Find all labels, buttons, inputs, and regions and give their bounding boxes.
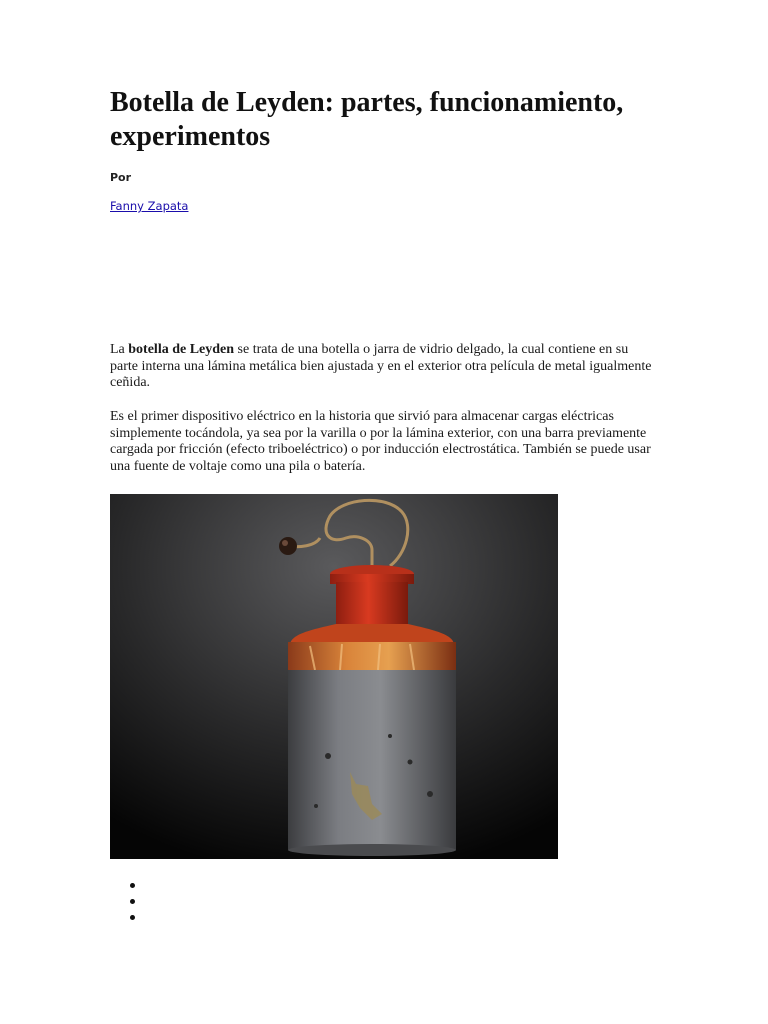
article-title: Botella de Leyden: partes, funcionamiento, experimentos bbox=[110, 87, 624, 152]
bullet-icon bbox=[130, 915, 135, 920]
paragraph-intro-bold: botella de Leyden bbox=[128, 342, 235, 357]
paragraph-intro-suffix: se trata de una botella o jarra de vidrio delgado, la cual contiene en su parte interna una lámina metálica bien ajustada y en el exterior otra película de metal igualmente ceñida. bbox=[110, 342, 652, 391]
list-item bbox=[124, 909, 144, 925]
list-item bbox=[124, 877, 144, 893]
paragraph-intro bbox=[110, 342, 658, 392]
paragraph-description: Es el primer dispositivo eléctrico en la historia que sirvió para almacenar cargas eléctricas simplemente tocándola, ya sea por la varilla o por la lámina exterior, con una barra previamente cargada por fricción (efecto triboeléctrico) o por inducción electrostática. También se puede usar una fuente de voltaje como una pila o batería. bbox=[110, 409, 651, 475]
list-item bbox=[124, 893, 144, 909]
bullet-icon bbox=[130, 899, 135, 904]
author-link[interactable]: Fanny Zapata bbox=[110, 199, 189, 213]
byline-label: Por bbox=[110, 171, 132, 184]
empty-bullet-list bbox=[124, 877, 144, 925]
bullet-icon bbox=[130, 883, 135, 888]
paragraph-intro-prefix: La bbox=[110, 342, 129, 357]
leyden-jar-photo bbox=[110, 494, 558, 859]
